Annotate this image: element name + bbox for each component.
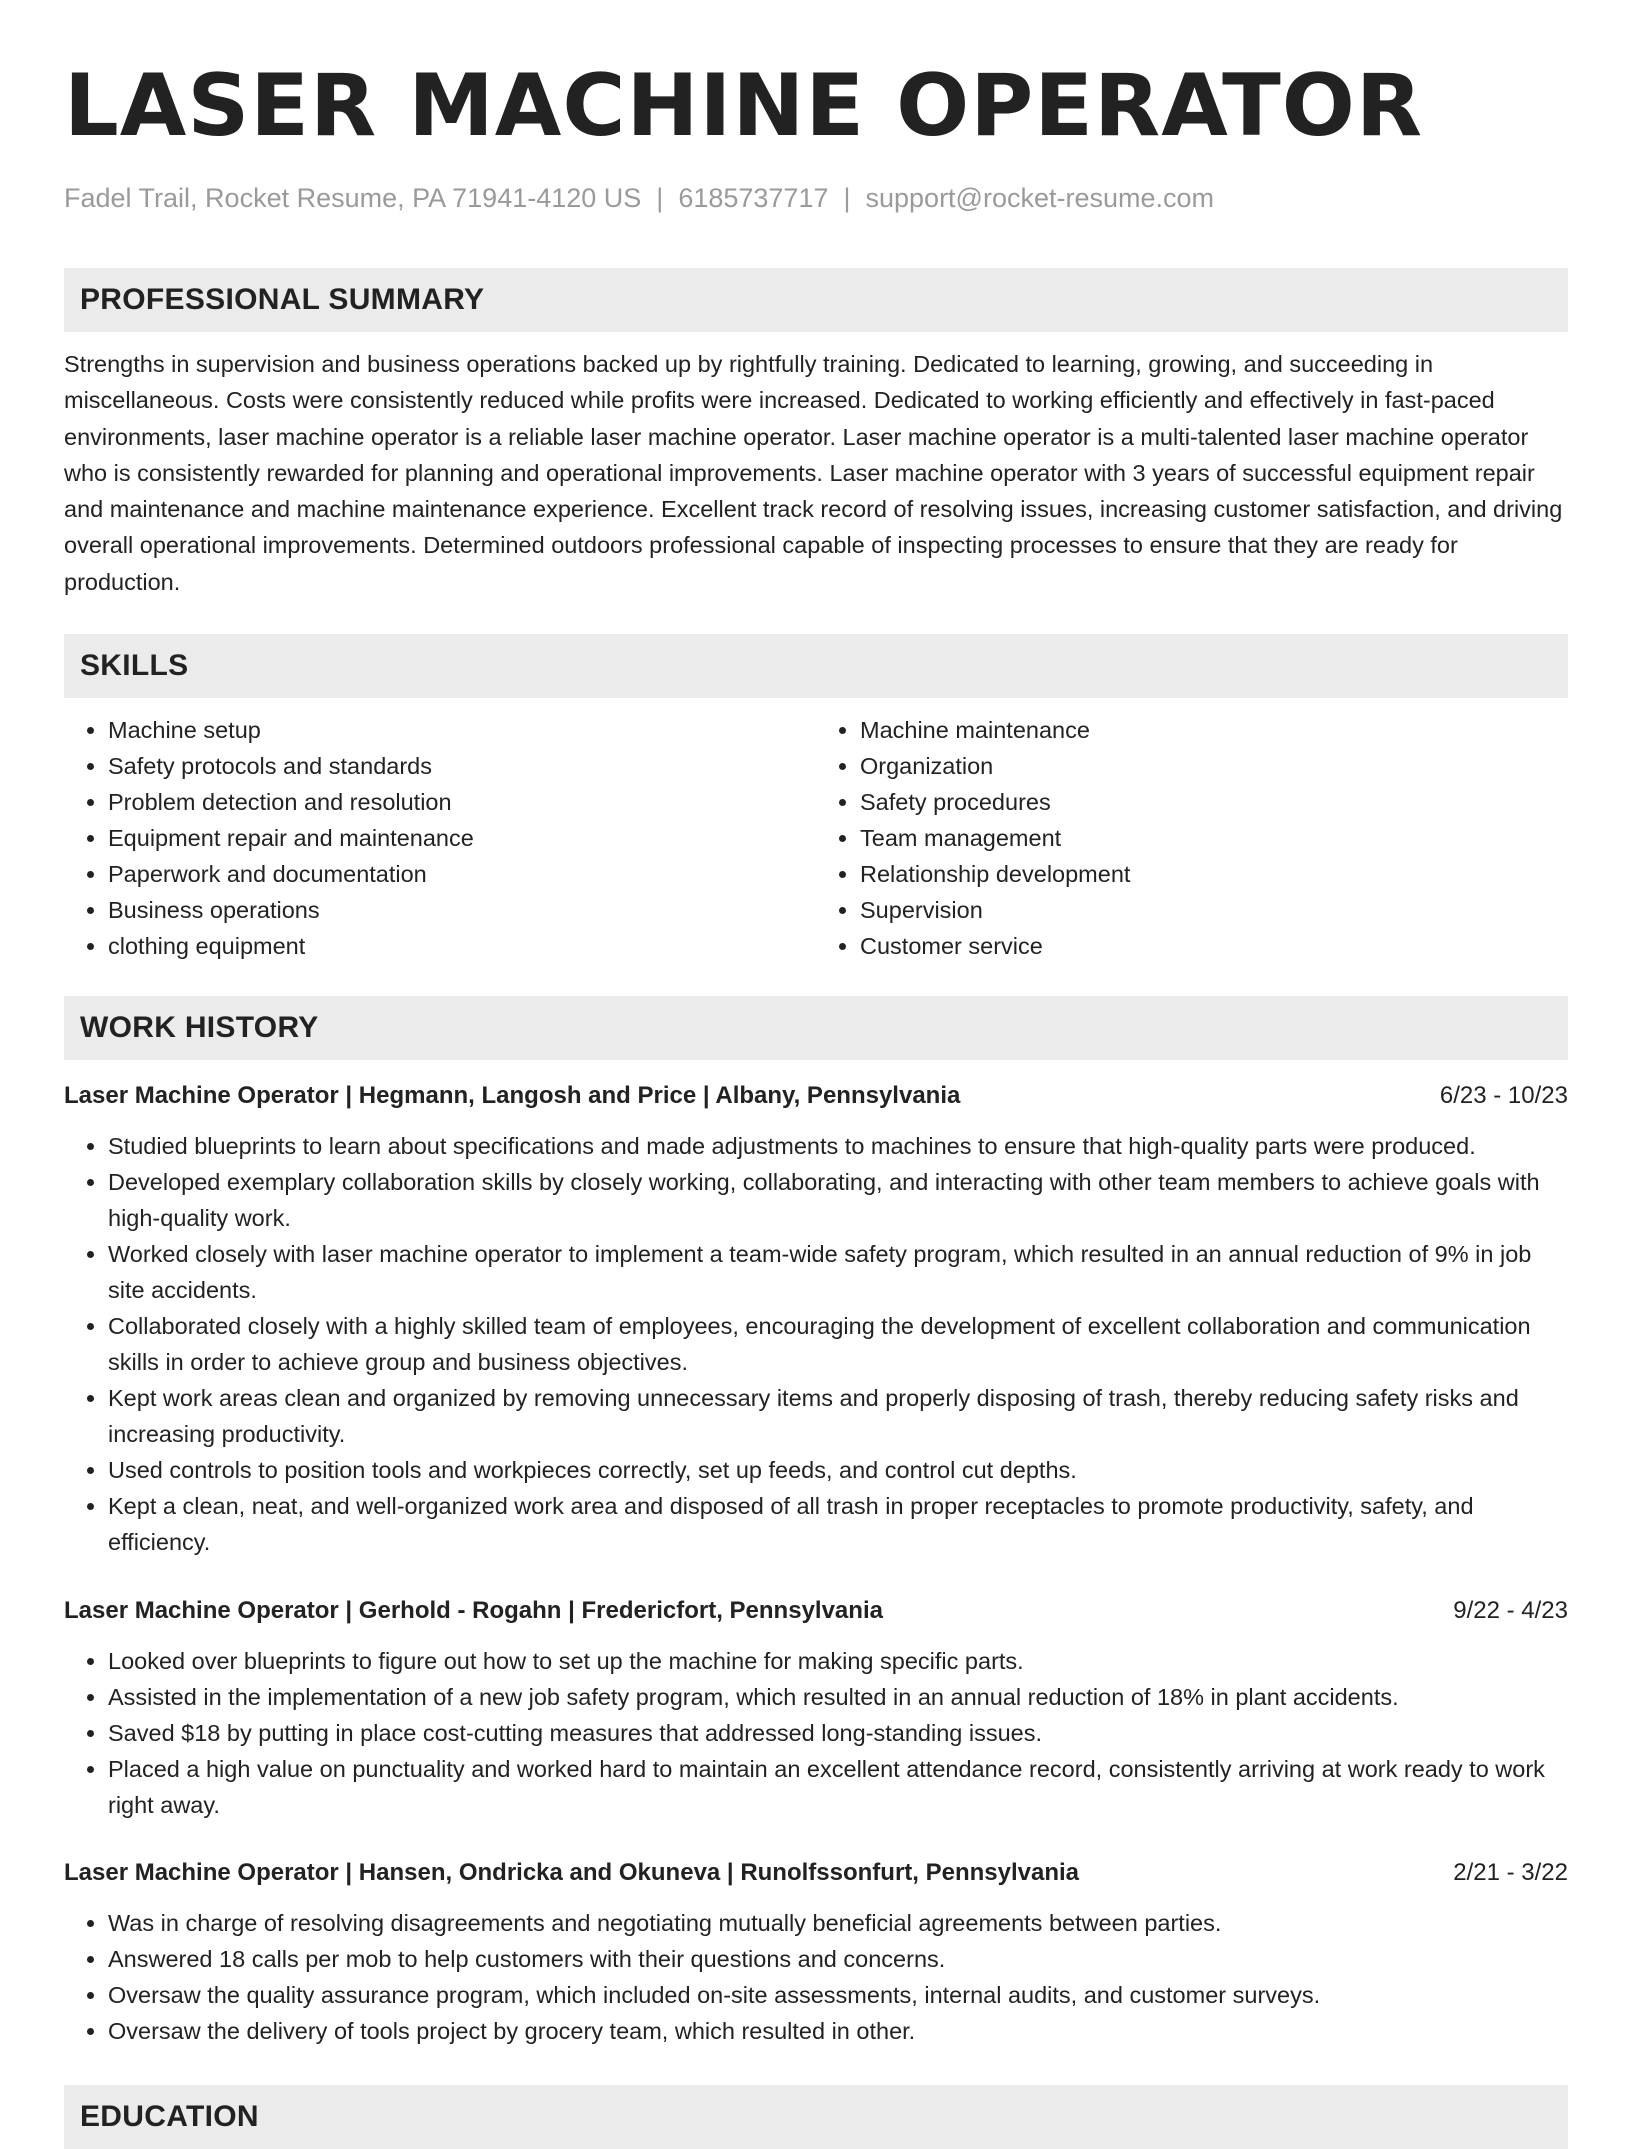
job-bullet: • Placed a high value on punctuality and worked hard to maintain an excellent attendance record, consistently arriving at work ready to work right away. xyxy=(108,1751,1568,1823)
skill-item: • Organization xyxy=(860,748,1568,784)
contact-separator: | xyxy=(656,183,664,213)
skill-item: • Machine setup xyxy=(108,712,816,748)
resume-page xyxy=(64,0,1568,2149)
section-header-work-history: WORK HISTORY xyxy=(64,996,1568,1060)
skill-item: • Safety protocols and standards xyxy=(108,748,816,784)
job-bullets xyxy=(64,1905,1568,2049)
skill-item: • Supervision xyxy=(860,892,1568,928)
skill-item: • Business operations xyxy=(108,892,816,928)
job-title: Laser Machine Operator | Gerhold - Rogahn | Fredericfort, Pennsylvania xyxy=(64,1597,883,1625)
job-bullet: • Collaborated closely with a highly skilled team of employees, encouraging the development of excellent collaboration and communication skills in order to achieve group and business objectives. xyxy=(108,1308,1568,1380)
job-bullet: • Answered 18 calls per mob to help customers with their questions and concerns. xyxy=(108,1941,1568,1977)
contact-email: support@rocket-resume.com xyxy=(865,183,1215,213)
summary-text: Strengths in supervision and business operations backed up by rightfully training. Dedicated to learning, growing, and succeeding in miscellaneous. Costs were consistently reduced while profits were increased. Dedicated to working efficiently and effectively in fast-paced environments, laser machine operator is a reliable laser machine operator. Laser machine operator is a multi-talented laser machine operator who is consistently rewarded for planning and operational improvements. Laser machine operator with 3 years of successful equipment repair and maintenance and machine maintenance experience. Excellent track record of resolving issues, increasing customer satisfaction, and driving overall operational improvements. Determined outdoors professional capable of inspecting processes to ensure that they are ready for production. xyxy=(64,351,1563,595)
job-bullet: • Worked closely with laser machine operator to implement a team-wide safety program, which resulted in an annual reduction of 9% in job site accidents. xyxy=(108,1236,1568,1308)
contact-separator: | xyxy=(843,183,851,213)
skill-item: • Paperwork and documentation xyxy=(108,856,816,892)
job-entry xyxy=(64,1078,1568,1560)
candidate-name: LASER MACHINE OPERATOR xyxy=(64,56,1424,156)
job-bullet: • Saved $18 by putting in place cost-cutting measures that addressed long-standing issues. xyxy=(108,1715,1568,1751)
job-bullet: • Oversaw the quality assurance program, which included on-site assessments, internal audits, and customer surveys. xyxy=(108,1977,1568,2013)
job-bullet: • Kept a clean, neat, and well-organized work area and disposed of all trash in proper receptacles to promote productivity, safety, and efficiency. xyxy=(108,1488,1568,1560)
job-entry xyxy=(64,1855,1568,2049)
job-bullet: • Oversaw the delivery of tools project by grocery team, which resulted in other. xyxy=(108,2013,1568,2049)
skill-item: • Safety procedures xyxy=(860,784,1568,820)
job-bullets xyxy=(64,1643,1568,1823)
section-header-education: EDUCATION xyxy=(64,2085,1568,2149)
section-header-summary: PROFESSIONAL SUMMARY xyxy=(64,268,1568,332)
job-dates: 9/22 - 4/23 xyxy=(1453,1597,1568,1625)
job-bullet: • Used controls to position tools and workpieces correctly, set up feeds, and control cut depths. xyxy=(108,1452,1568,1488)
skill-item: • Problem detection and resolution xyxy=(108,784,816,820)
skills-list xyxy=(64,712,1568,964)
contact-line xyxy=(64,180,1568,216)
job-bullets xyxy=(64,1128,1568,1560)
skills-column-right xyxy=(816,712,1568,964)
job-bullet: • Looked over blueprints to figure out how to set up the machine for making specific parts. xyxy=(108,1643,1568,1679)
skill-item: • Equipment repair and maintenance xyxy=(108,820,816,856)
skill-item: • clothing equipment xyxy=(108,928,816,964)
job-dates: 2/21 - 3/22 xyxy=(1453,1859,1568,1887)
job-bullet: • Was in charge of resolving disagreements and negotiating mutually beneficial agreements between parties. xyxy=(108,1905,1568,1941)
skill-item: • Machine maintenance xyxy=(860,712,1568,748)
section-header-skills: SKILLS xyxy=(64,634,1568,698)
job-entry xyxy=(64,1593,1568,1823)
skill-item: • Customer service xyxy=(860,928,1568,964)
job-header xyxy=(64,1855,1568,1891)
job-bullet: • Kept work areas clean and organized by removing unnecessary items and properly disposing of trash, thereby reducing safety risks and increasing productivity. xyxy=(108,1380,1568,1452)
job-bullet: • Assisted in the implementation of a new job safety program, which resulted in an annual reduction of 18% in plant accidents. xyxy=(108,1679,1568,1715)
skill-item: • Relationship development xyxy=(860,856,1568,892)
job-bullet: • Developed exemplary collaboration skills by closely working, collaborating, and interacting with other team members to achieve goals with high-quality work. xyxy=(108,1164,1568,1236)
job-title: Laser Machine Operator | Hansen, Ondricka and Okuneva | Runolfssonfurt, Pennsylvania xyxy=(64,1859,1080,1887)
contact-address: Fadel Trail, Rocket Resume, PA 71941-4120 US xyxy=(64,183,642,213)
job-dates: 6/23 - 10/23 xyxy=(1439,1082,1568,1110)
contact-phone: 6185737717 xyxy=(678,183,829,213)
job-header xyxy=(64,1593,1568,1629)
skill-item: • Team management xyxy=(860,820,1568,856)
job-title: Laser Machine Operator | Hegmann, Langosh and Price | Albany, Pennsylvania xyxy=(64,1082,961,1110)
job-header xyxy=(64,1078,1568,1114)
job-bullet: • Studied blueprints to learn about specifications and made adjustments to machines to ensure that high-quality parts were produced. xyxy=(108,1128,1568,1164)
skills-column-left xyxy=(64,712,816,964)
